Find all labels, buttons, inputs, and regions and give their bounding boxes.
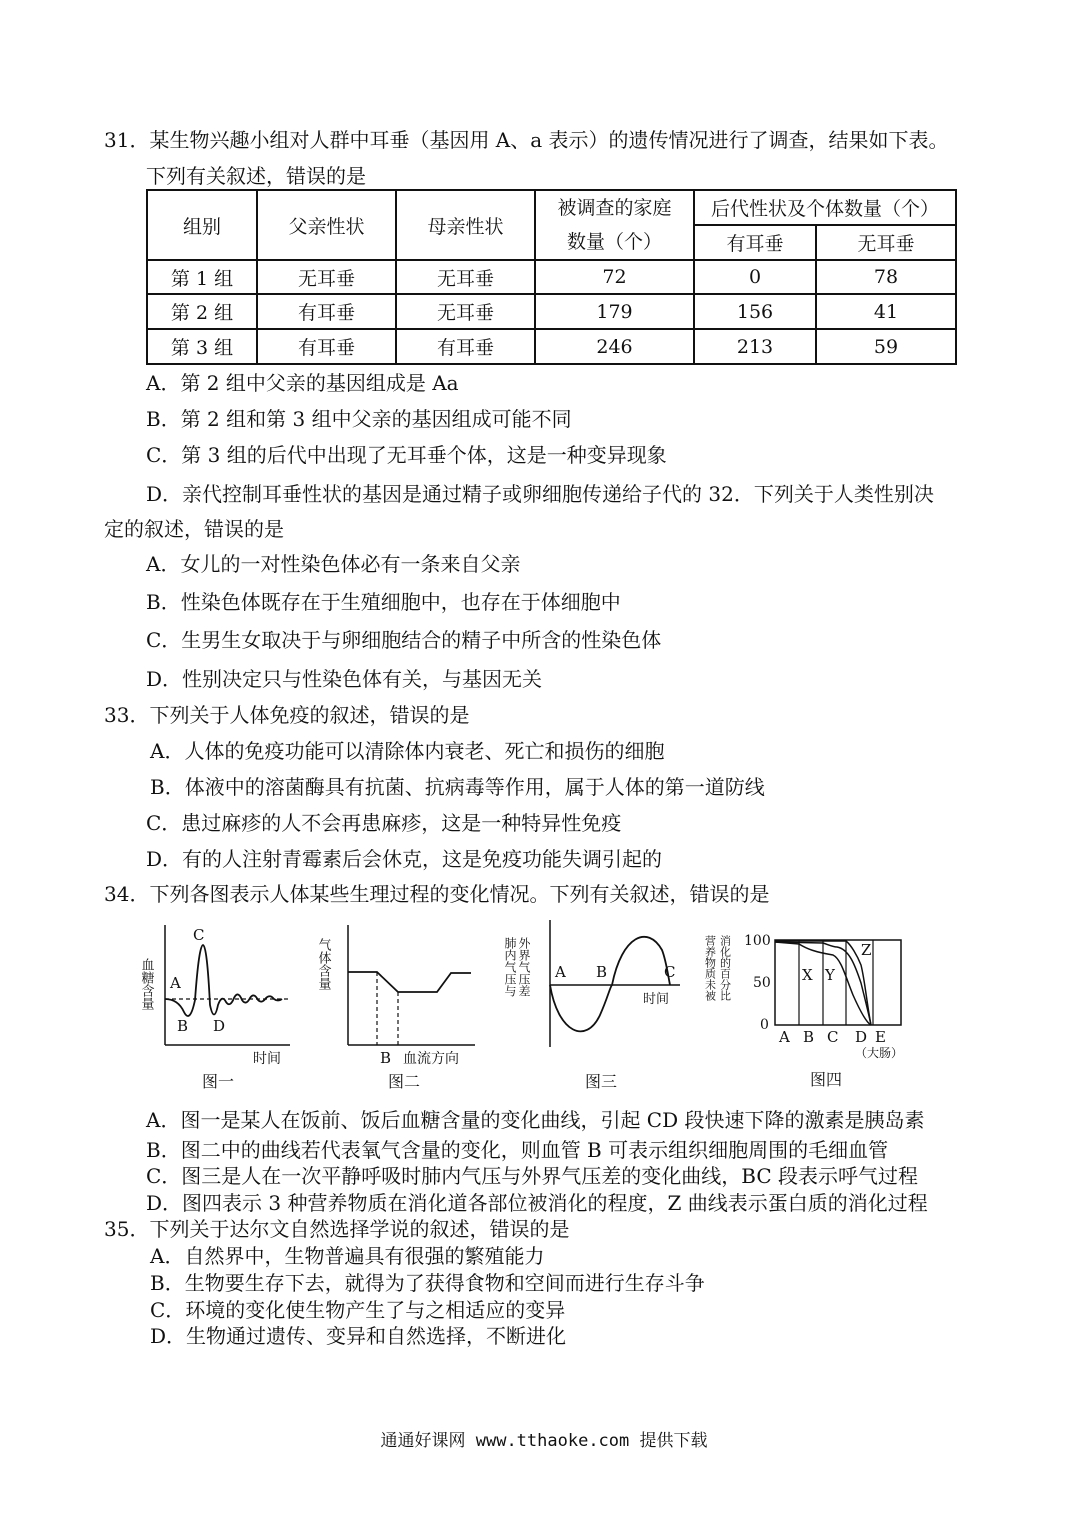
- q31-option-b: B．第 2 组和第 3 组中父亲的基因组成可能不同: [146, 407, 572, 431]
- q33-option-b: B．体液中的溶菌酶具有抗菌、抗病毒等作用，属于人体的第一道防线: [150, 775, 765, 799]
- cell-with: 156: [694, 294, 816, 329]
- table-row: [147, 329, 956, 364]
- q32-option-b: B．性染色体既存在于生殖细胞中，也存在于体细胞中: [146, 590, 621, 614]
- fig4-caption: 图四: [810, 1070, 843, 1089]
- header-offspring: 后代性状及个体数量（个）: [694, 190, 956, 225]
- q34-stem: 34．下列各图表示人体某些生理过程的变化情况。下列有关叙述，错误的是: [104, 882, 770, 906]
- cell-mother: 有耳垂: [396, 329, 535, 364]
- fig2-label-b: B: [380, 1049, 392, 1067]
- q33-stem: 33．下列关于人体免疫的叙述，错误的是: [104, 703, 470, 727]
- fig4-label-y: Y: [825, 966, 835, 984]
- header-families-line1: 被调查的家庭: [557, 197, 672, 219]
- fig4-label-d: D: [855, 1028, 868, 1046]
- fig1-caption: 图一: [202, 1072, 235, 1091]
- q31-stem: 31．某生物兴趣小组对人群中耳垂（基因用 A、a 表示）的遗传情况进行了调查，结果如下表。: [104, 128, 949, 152]
- fig3-label-b: B: [596, 963, 608, 981]
- q32-option-a: A．女儿的一对性染色体必有一条来自父亲: [146, 552, 521, 576]
- cell-group: 第 1 组: [147, 260, 257, 294]
- q35-stem: 35．下列关于达尔文自然选择学说的叙述，错误的是: [104, 1217, 570, 1241]
- cell-father: 无耳垂: [257, 260, 396, 294]
- fig2-xlabel: 血流方向: [403, 1051, 459, 1067]
- cell-families: 179: [535, 294, 694, 329]
- table-row: [147, 294, 956, 329]
- cell-without: 78: [816, 260, 956, 294]
- q31-option-a: A．第 2 组中父亲的基因组成是 Aa: [146, 371, 459, 395]
- header-with-earlobe: 有耳垂: [694, 225, 816, 260]
- fig1-ylabel: 血糖含量: [138, 958, 154, 1010]
- fig1-label-c: C: [193, 926, 205, 944]
- fig2-ylabel: 气体含量: [315, 938, 331, 990]
- fig2-caption: 图二: [388, 1072, 421, 1091]
- cell-father: 有耳垂: [257, 294, 396, 329]
- cell-with: 213: [694, 329, 816, 364]
- q33-option-c: C．患过麻疹的人不会再患麻疹，这是一种特异性免疫: [146, 811, 622, 835]
- cell-families: 246: [535, 329, 694, 364]
- fig3-ylabel-2: 外界气压差: [517, 937, 531, 997]
- cell-mother: 无耳垂: [396, 294, 535, 329]
- fig3-label-a: A: [555, 963, 566, 981]
- cell-with: 0: [694, 260, 816, 294]
- figure-1: [140, 920, 300, 1095]
- fig4-label-z: Z: [861, 941, 872, 959]
- cell-mother: 无耳垂: [396, 260, 535, 294]
- fig1-label-d: D: [213, 1017, 226, 1035]
- q34-option-b: B．图二中的曲线若代表氧气含量的变化，则血管 B 可表示组织细胞周围的毛细血管: [146, 1138, 889, 1162]
- fig3-label-c: C: [664, 963, 676, 981]
- figure-4: [705, 925, 935, 1095]
- header-without-earlobe: 无耳垂: [816, 225, 956, 260]
- q31-option-d: D．亲代控制耳垂性状的基因是通过精子或卵细胞传递给子代的 32．下列关于人类性别决: [146, 482, 934, 506]
- q32-option-c: C．生男生女取决于与卵细胞结合的精子中所含的性染色体: [146, 628, 662, 652]
- cell-group: 第 3 组: [147, 329, 257, 364]
- header-group: 组别: [147, 190, 257, 260]
- fig4-label-b: B: [803, 1028, 815, 1046]
- q31-stem-cont: 下列有关叙述，错误的是: [146, 164, 366, 188]
- fig4-tick-100: 100: [744, 933, 771, 949]
- header-father: 父亲性状: [257, 190, 396, 260]
- q31-option-c: C．第 3 组的后代中出现了无耳垂个体，这是一种变异现象: [146, 443, 667, 467]
- fig1-label-a: A: [170, 974, 181, 992]
- fig3-ylabel-1: 肺内气压与: [503, 937, 517, 997]
- figure-3: [500, 915, 690, 1095]
- q35-option-c: C．环境的变化使生物产生了与之相适应的变异: [150, 1298, 566, 1322]
- cell-families: 72: [535, 260, 694, 294]
- fig1-label-b: B: [177, 1017, 189, 1035]
- q35-option-a: A．自然界中，生物普遍具有很强的繁殖能力: [150, 1244, 545, 1268]
- fig4-large-intestine: （大肠）: [855, 1046, 904, 1060]
- earlobe-table: [146, 189, 957, 365]
- header-mother: 母亲性状: [396, 190, 535, 260]
- header-families: [535, 190, 694, 260]
- fig4-ylabel-2: 消化的百分比: [718, 935, 732, 1001]
- fig4-label-a: A: [779, 1028, 790, 1046]
- fig4-label-e: E: [875, 1028, 886, 1046]
- fig4-label-x: X: [802, 966, 813, 984]
- q35-option-b: B．生物要生存下去，就得为了获得食物和空间而进行生存斗争: [150, 1271, 705, 1295]
- footer-credit: 通通好课网 www.tthaoke.com 提供下载: [380, 1431, 708, 1451]
- cell-father: 有耳垂: [257, 329, 396, 364]
- q32-stem-cont: 定的叙述，错误的是: [104, 517, 284, 541]
- q34-option-a: A．图一是某人在饭前、饭后血糖含量的变化曲线，引起 CD 段快速下降的激素是胰岛素: [146, 1108, 925, 1132]
- q34-option-c: C．图三是人在一次平静呼吸时肺内气压与外界气压差的变化曲线，BC 段表示呼气过程: [146, 1164, 919, 1188]
- fig1-xlabel: 时间: [253, 1051, 281, 1067]
- fig4-tick-50: 50: [753, 975, 771, 991]
- q33-option-a: A．人体的免疫功能可以清除体内衰老、死亡和损伤的细胞: [150, 739, 665, 763]
- q35-option-d: D．生物通过遗传、变异和自然选择，不断进化: [150, 1324, 567, 1348]
- fig4-tick-0: 0: [760, 1017, 769, 1033]
- q33-option-d: D．有的人注射青霉素后会休克，这是免疫功能失调引起的: [146, 847, 663, 871]
- figure-2: [315, 920, 485, 1095]
- fig3-caption: 图三: [585, 1072, 618, 1091]
- cell-without: 41: [816, 294, 956, 329]
- q32-option-d: D．性别决定只与性染色体有关，与基因无关: [146, 667, 543, 691]
- fig4-label-c: C: [827, 1028, 839, 1046]
- cell-without: 59: [816, 329, 956, 364]
- header-families-line2: 数量（个）: [566, 231, 662, 253]
- fig4-ylabel-1: 营养物质未被: [703, 935, 717, 1001]
- cell-group: 第 2 组: [147, 294, 257, 329]
- fig3-xlabel: 时间: [643, 992, 670, 1007]
- table-row: [147, 260, 956, 294]
- q34-option-d: D．图四表示 3 种营养物质在消化道各部位被消化的程度，Z 曲线表示蛋白质的消化过程: [146, 1191, 928, 1215]
